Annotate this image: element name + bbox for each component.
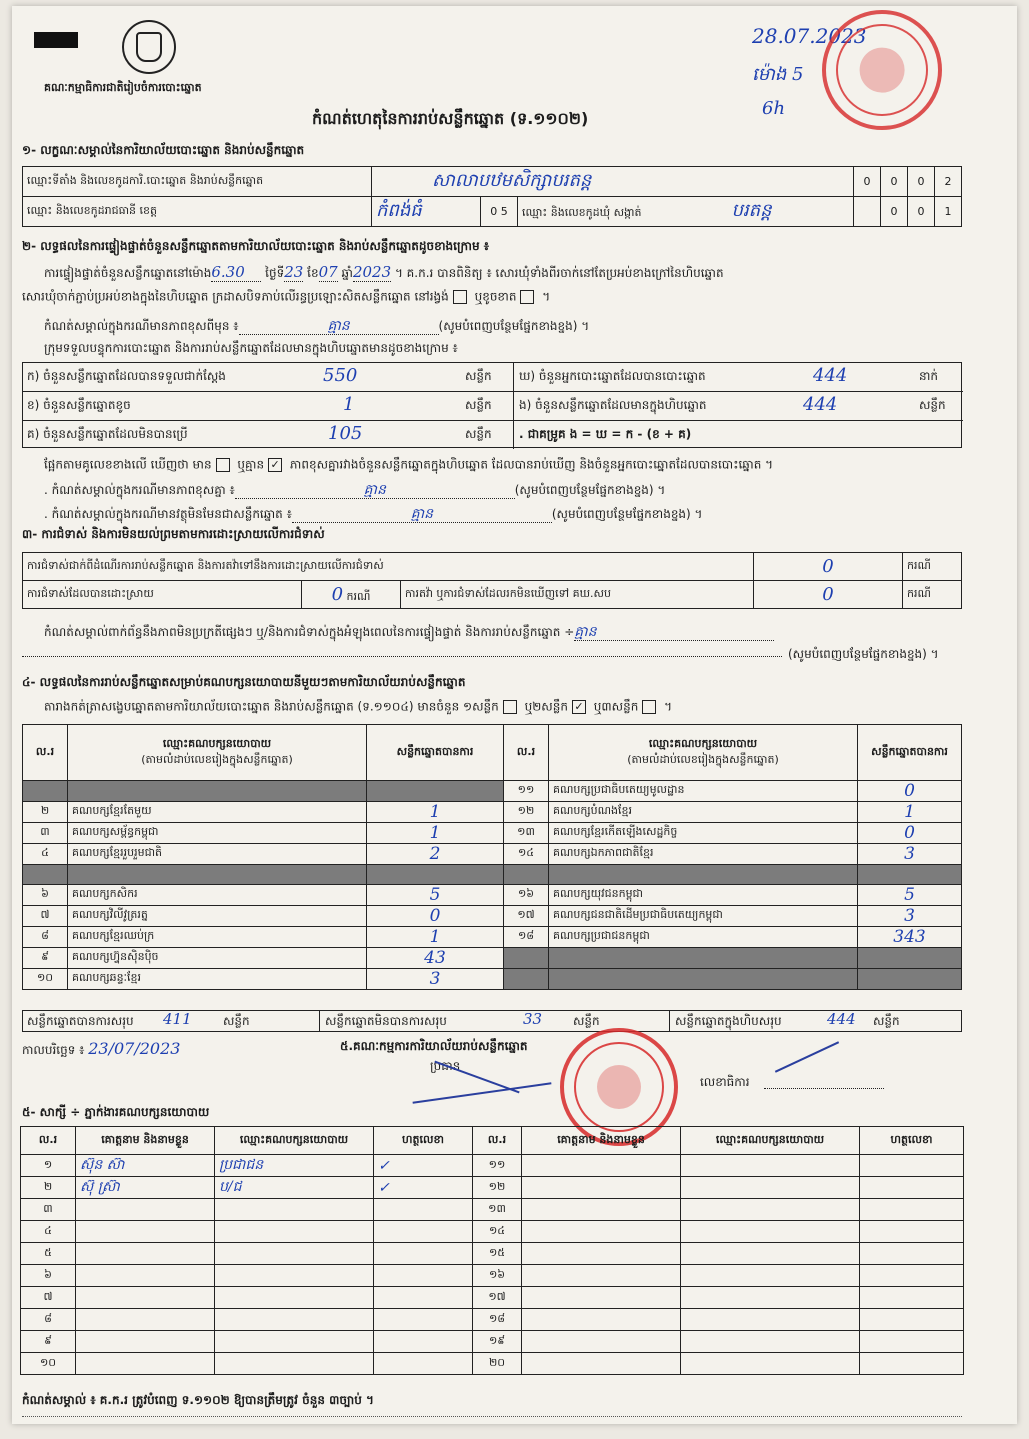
location-label: ឈ្មោះទីតាំង និងលេខកូដការិ.បោះឆ្នោត និងរាប់សន្លឹកឆ្នោត: [23, 167, 372, 197]
total-invalid-value: 33: [523, 1010, 543, 1028]
party-votes: 1: [904, 802, 915, 822]
unit-label: សន្លឹក: [465, 369, 492, 383]
compare-line: [44, 458, 773, 472]
diff-note-label: កំណត់សម្គាល់ក្នុងករណីមានភាពខុសពីមុន ៖: [44, 319, 239, 333]
unit-label: នាក់: [919, 369, 939, 383]
damaged-checkbox[interactable]: [520, 290, 534, 304]
note2-value: គ្មាន: [292, 506, 552, 523]
party-name: គណបក្សខ្មែរតែមួយ: [72, 804, 152, 817]
witness-row: [21, 1353, 964, 1375]
province-code-digit: 5: [500, 205, 508, 218]
section1-title: ១- លក្ខណៈសម្គាល់នៃការិយាល័យបោះឆ្នោត និងរាប់សន្លឹកឆ្នោត: [22, 143, 305, 157]
witness-empty-cell: [681, 1353, 860, 1375]
party-number: ៨: [41, 929, 49, 942]
commune-value: បរតន្ត: [731, 200, 772, 221]
witness-row: [21, 1309, 964, 1331]
commune-code-digit: 0: [908, 197, 935, 227]
party-results-table: [22, 724, 962, 990]
party-name: គណបក្សខ្មែររួបរួមជាតិ: [72, 846, 163, 859]
witness-empty-cell: [860, 1265, 964, 1287]
party-votes: 343: [893, 927, 926, 947]
witness-no: ១៤: [488, 1223, 506, 1237]
location-code-digit: 0: [854, 167, 881, 197]
witness-no: ៩: [44, 1333, 52, 1347]
witness-no: ១២: [488, 1179, 506, 1193]
objections-table: [22, 552, 962, 609]
party-name: គណបក្សយុវជនកម្ពុជា: [553, 887, 644, 900]
commune-code-digit: 0: [881, 197, 908, 227]
party-name: គណបក្សប្រជាជនកម្ពុជា: [553, 929, 650, 942]
party-number: ១៦: [517, 887, 535, 900]
verify-month-value: 07: [318, 263, 338, 281]
note1-label: . កំណត់សម្គាល់ក្នុងករណីមានភាពខុសគ្នា ៖: [44, 483, 235, 497]
party-row: [23, 906, 962, 927]
witness-empty-cell: [681, 1243, 860, 1265]
party-name: គណបក្សឆន្ទៈខ្មែរ: [72, 971, 141, 984]
unit-label: ករណី: [903, 553, 962, 581]
party-row: [23, 927, 962, 948]
receipt-extra: 6h: [762, 98, 786, 119]
party-number: ៩: [41, 950, 49, 963]
witness-row: [21, 1199, 964, 1221]
spoiled-label: ខ) ចំនួនសន្លឹកឆ្នោតខូច: [27, 398, 131, 412]
voters-label: ឃ) ចំនួនអ្នកបោះឆ្នោតដែលបានបោះឆ្នោត: [519, 369, 706, 383]
col-sig-header: ហត្ថលេខា: [860, 1127, 964, 1155]
location-value: សាលាបឋមសិក្សាបរតន្ត: [432, 170, 592, 191]
party-number: ១០: [36, 971, 54, 984]
verify-time-label: ការផ្ទៀងផ្ទាត់ចំនួនសន្លឹកឆ្នោតនៅម៉ោង: [44, 266, 212, 280]
witness-no: ១៣: [488, 1201, 506, 1215]
witness-party: ប/ជ: [219, 1179, 242, 1195]
party-name: គណបក្សហ្វ៊ុនស៊ិនប៉ិច: [72, 950, 159, 963]
count-intro: ក្រុមទទួលបន្ទុកការបោះឆ្នោត និងការរាប់សន្លឹកឆ្នោតដែលមានក្នុងហិបឆ្នោតមានដូចខាងក្រោម ៖: [44, 341, 458, 355]
witness-row: [21, 1243, 964, 1265]
diff-note-tail: (សូមបំពេញបន្ថែមផ្នែកខាងខ្នង) ។: [438, 319, 590, 333]
in-box-label: ង) ចំនួនសន្លឹកឆ្នោតដែលមានក្នុងហិបឆ្នោត: [519, 398, 707, 412]
party-name: គណបក្សបំណងខ្មែរ: [553, 804, 633, 817]
total-valid-label: សន្លឹកឆ្នោតបានការសរុប: [27, 1014, 134, 1028]
total-all-value: 444: [827, 1010, 856, 1028]
damaged-label: ឬខូចខាត: [474, 289, 517, 304]
unit-label: សន្លឹក: [223, 1014, 250, 1028]
verify-day-value: 23: [284, 263, 304, 281]
summary-sheet-line: តារាងកត់ត្រាសង្ខេបឆ្នោតតាមការិយាល័យបោះឆ្នោត និងរាប់សន្លឹកឆ្នោត (ទ.១១០៤) មានចំនួន ១សន្លឹក ឬ២សន្លឹក ✓ ឬ៣សន្លឹក ។: [44, 699, 673, 714]
section5-title: ៥- សាក្សី ÷ ភ្នាក់ងារគណបក្សនយោបាយ: [22, 1105, 210, 1119]
party-number: ៤: [41, 846, 49, 859]
note2-line: [44, 506, 702, 523]
unit-label: សន្លឹក: [919, 398, 946, 412]
witness-no: ១: [43, 1157, 53, 1171]
party-number: ២: [40, 804, 50, 817]
witness-name: ស៊ុន ស៊ា: [80, 1157, 125, 1173]
witness-row: [21, 1331, 964, 1353]
witness-no: ១៥: [488, 1245, 506, 1259]
verify-year-label: ឆ្នាំ: [341, 266, 353, 280]
diff-note-line: [44, 318, 589, 335]
irregularity-note: [44, 624, 774, 641]
count-box: [22, 362, 962, 448]
witness-row: [21, 1287, 964, 1309]
unit-label: ករណី: [346, 589, 371, 603]
seal-line: សោរឃុំចាក់ភ្ជាប់ប្រអប់ខាងក្នុងនៃហិបឆ្នោត ក្រដាសបិទភាប់លើរន្ធប្រឡោះសិតសន្លឹកឆ្នោត នៅរង្វង់ ឬខូចខាត ។: [22, 289, 551, 304]
witness-name: ស៊ុ ស្រ៊ា: [80, 1179, 120, 1195]
party-name: គណបក្សឯកភាពជាតិខ្មែរ: [553, 846, 654, 859]
witness-no: ២: [43, 1179, 53, 1193]
objections-value: 0: [822, 556, 834, 577]
witness-empty-cell: [681, 1287, 860, 1309]
verify-month-label: ខែ: [307, 266, 319, 280]
form-title: កំណត់ហេតុនៃការរាប់សន្លឹកឆ្នោត (ទ.១១០២): [312, 109, 589, 128]
section1-table: [22, 166, 962, 227]
redaction-bar: [34, 32, 78, 48]
location-code-digit: 0: [881, 167, 908, 197]
witness-no: ២០: [488, 1355, 506, 1369]
party-row: [23, 885, 962, 906]
witness-empty-cell: [860, 1331, 964, 1353]
province-code-digit: 0: [490, 205, 498, 218]
location-code-digit: 0: [908, 167, 935, 197]
dotted-line: [22, 656, 782, 657]
two-sheet-label: ឬ២សន្លឹក: [524, 699, 568, 714]
unit-label: សន្លឹក: [465, 398, 492, 412]
witness-empty-cell: [860, 1199, 964, 1221]
note1-line: [44, 482, 665, 499]
col-name-header: គោត្តនាម និងនាមខ្លួន: [522, 1127, 681, 1155]
col-party-header: ឈ្មោះគណបក្សនយោបាយ: [215, 1127, 374, 1155]
section3-title: ៣- ការជំទាស់ និងការមិនយល់ព្រមតាមការដោះស្រាយលើការជំទាស់: [22, 527, 325, 541]
unused-value: 105: [328, 423, 363, 444]
witness-no: ១៩: [488, 1333, 506, 1347]
voters-value: 444: [813, 365, 848, 386]
footer-note: កំណត់សម្គាល់ ៖ គ.ក.រ ត្រូវបំពេញ ទ.១១០២ ឱ្យបានត្រឹមត្រូវ ចំនួន ៣ច្បាប់ ។: [22, 1393, 374, 1407]
party-name: គណបក្សជនជាតិដើមប្រជាធិបតេយ្យកម្ពុជា: [553, 908, 723, 921]
org-name: គណៈកម្មាធិការជាតិរៀបចំការបោះឆ្នោត: [44, 81, 202, 94]
has-diff-checkbox[interactable]: [216, 458, 230, 472]
date-value: 23/07/2023: [88, 1039, 181, 1058]
witness-empty-cell: [681, 1199, 860, 1221]
party-votes: 1: [429, 823, 441, 843]
witness-no: ៥: [44, 1245, 52, 1259]
witness-no: ៣: [43, 1201, 53, 1215]
unit-label: សន្លឹក: [465, 427, 492, 441]
section4-title: ៤- លទ្ធផលនៃការរាប់សន្លឹកឆ្នោតសម្រាប់គណបក្សនយោបាយនីមួយៗតាមការិយាល័យរាប់សន្លឹកឆ្នោត: [22, 675, 466, 689]
witness-no: ១០: [39, 1355, 57, 1369]
note1-value: គ្មាន: [235, 482, 515, 499]
col-name-header: គោត្តនាម និងនាមខ្លួន: [76, 1127, 215, 1155]
party-row: [23, 802, 962, 823]
form-page: [12, 6, 1017, 1424]
party-votes: 5: [904, 885, 915, 905]
witness-empty-cell: [522, 1199, 681, 1221]
witness-empty-cell: [522, 1265, 681, 1287]
irregularity-tail: (សូមបំពេញបន្ថែមផ្នែកខាងខ្នង) ។: [788, 647, 939, 661]
witness-empty-cell: [860, 1243, 964, 1265]
witness-empty-cell: [860, 1287, 964, 1309]
witness-empty-cell: [860, 1221, 964, 1243]
province-value: កំពង់ធំ: [376, 200, 422, 221]
witness-empty-cell: [522, 1243, 681, 1265]
province-label: ឈ្មោះ និងលេខកូដរាជធានី ខេត្ត: [23, 197, 372, 227]
summary-sheet-label: តារាងកត់ត្រាសង្ខេបឆ្នោតតាមការិយាល័យបោះឆ្នោត និងរាប់សន្លឹកឆ្នោត (ទ.១១០៤) មានចំនួន ១សន្លឹក: [44, 699, 499, 714]
verify-year-value: 2023: [352, 263, 392, 281]
one-sheet-checkbox[interactable]: [503, 700, 517, 714]
witness-no: ៨: [44, 1311, 52, 1325]
party-row: [23, 969, 962, 990]
witness-empty-cell: [860, 1177, 964, 1199]
secretary-line: [764, 1088, 884, 1089]
party-name: គណបក្សវិលីវូត្ររត្ន: [72, 908, 148, 921]
unit-label: សន្លឹក: [873, 1014, 900, 1028]
party-row: [23, 948, 962, 969]
section2-title: ២- លទ្ធផលនៃការផ្ទៀងផ្ទាត់ចំនួនសន្លឹកឆ្នោតតាមការិយាល័យបោះឆ្នោត និងរាប់សន្លឹកឆ្នោតដូចខាងក្រោម ៖: [22, 239, 490, 253]
seal-text: សោរឃុំចាក់ភ្ជាប់ប្រអប់ខាងក្នុងនៃហិបឆ្នោត ក្រដាសបិទភាប់លើរន្ធប្រឡោះសិតសន្លឹកឆ្នោត នៅរង្វង់: [22, 289, 449, 304]
total-all-label: សន្លឹកឆ្នោតក្នុងហិបសរុប: [675, 1014, 782, 1028]
party-votes: 0: [904, 823, 915, 843]
formula: . ជាគម្រូគ ង = ឃ = ក - (ខ + គ): [519, 427, 692, 441]
escalated-label: ការតវ៉ា ឬការជំទាស់ដែលរកមិនឃើញទៅ គឃ.សប: [401, 581, 754, 609]
witness-no: ៤: [44, 1223, 52, 1237]
party-number: ១២: [517, 804, 535, 817]
note1-tail: (សូមបំពេញបន្ថែមផ្នែកខាងខ្នង) ។: [514, 483, 666, 497]
unit-label: សន្លឹក: [573, 1014, 600, 1028]
witness-empty-cell: [681, 1177, 860, 1199]
witness-row: [21, 1265, 964, 1287]
committee-label: ៥.គណៈកម្មការការិយាល័យរាប់សន្លឹកឆ្នោត: [340, 1039, 528, 1053]
three-sheet-checkbox[interactable]: [642, 700, 656, 714]
col-party-header: ឈ្មោះគណបក្សនយោបាយ: [162, 736, 272, 750]
party-row: [23, 781, 962, 802]
col-no-header: ល.រ: [504, 725, 549, 781]
party-votes: 2: [429, 844, 441, 864]
party-name: គណបក្សសម្ព័ន្ធកម្ពុជា: [72, 825, 159, 838]
spoiled-value: 1: [343, 394, 355, 415]
witness-empty-cell: [681, 1221, 860, 1243]
witness-no: ១១: [488, 1157, 506, 1171]
date-label: កាលបរិច្ឆេទ ៖: [22, 1043, 85, 1057]
footer-line: [22, 1416, 962, 1417]
intact-checkbox[interactable]: [453, 290, 467, 304]
receipt-date: 28.07.2023: [752, 24, 867, 48]
witness-empty-cell: [681, 1265, 860, 1287]
party-number: ៦: [41, 887, 49, 900]
col-party-subheader: (តាមលំដាប់លេខរៀងក្នុងសន្លឹកឆ្នោត): [141, 752, 293, 766]
party-votes: 1: [429, 927, 441, 947]
witness-sig: ✓: [378, 1157, 390, 1174]
witness-empty-cell: [522, 1177, 681, 1199]
received-label: ក) ចំនួនសន្លឹកឆ្នោតដែលបានទទួលជាក់ស្តែង: [27, 369, 226, 383]
compare-tail: ភាពខុសគ្នារវាងចំនួនសន្លឹកឆ្នោតក្នុងហិបឆ្នោត ដែលបានរាប់ឃើញ និងចំនួនអ្នកបោះឆ្នោតដែលបានបោះឆ្នោត ។: [289, 457, 774, 472]
party-number: ៣: [40, 825, 50, 838]
witness-party: ប្រជាជន: [219, 1157, 264, 1173]
col-votes-header: សន្លឹកឆ្នោតបានការ: [367, 725, 504, 781]
witness-empty-cell: [522, 1155, 681, 1177]
two-sheet-checkbox[interactable]: ✓: [572, 700, 586, 714]
verify-time-value: 6.30: [211, 264, 261, 282]
secretary-signature: [775, 1041, 839, 1072]
received-value: 550: [323, 365, 358, 386]
witness-empty-cell: [681, 1331, 860, 1353]
witness-empty-cell: [860, 1309, 964, 1331]
witness-empty-cell: [522, 1221, 681, 1243]
witness-no: ១៧: [488, 1289, 506, 1303]
chair-label: ប្រធាន: [430, 1059, 461, 1073]
verify-locks-text: ។ គ.ក.រ បានពិនិត្យ ៖ សោរឃុំទាំងពីរចាក់នៅតែប្រអប់ខាងក្រៅនៃហិបឆ្នោត: [394, 266, 724, 280]
witness-empty-cell: [860, 1353, 964, 1375]
witness-empty-cell: [522, 1331, 681, 1353]
irregularity-label: កំណត់សម្គាល់ពាក់ព័ន្ធនឹងភាពមិនប្រក្រតីផ្សេងៗ ឬ/និងការជំទាស់ក្នុងអំឡុងពេលនៃការផ្ទៀងផ្ទាត់ និងការរាប់សន្លឹកឆ្នោត ÷: [44, 625, 575, 639]
party-number: ១៣: [517, 825, 535, 838]
location-code-digit: 2: [935, 167, 962, 197]
col-party-header: ឈ្មោះគណបក្សនយោបាយ: [681, 1127, 860, 1155]
witness-empty-cell: [860, 1155, 964, 1177]
three-sheet-label: ឬ៣សន្លឹក: [593, 699, 639, 714]
chair-signature: [413, 1082, 552, 1103]
witness-sig: ✓: [378, 1179, 390, 1196]
party-name: គណបក្សប្រជាធិបតេយ្យមូលដ្ឋាន: [553, 783, 685, 796]
col-party-header: ឈ្មោះគណបក្សនយោបាយ: [648, 736, 758, 750]
party-votes: 0: [429, 906, 441, 926]
receipt-time: ម៉ោង 5: [752, 64, 804, 85]
in-box-value: 444: [803, 394, 838, 415]
total-invalid-label: សន្លឹកឆ្នោតមិនបានការសរុប: [325, 1014, 447, 1028]
no-diff-label: ឬគ្មាន: [237, 457, 265, 472]
secretary-label: លេខាធិការ: [700, 1075, 750, 1089]
party-votes: 3: [429, 969, 441, 989]
party-votes: 43: [424, 948, 446, 968]
party-number: ១៤: [517, 846, 535, 859]
witness-no: ១៦: [488, 1267, 506, 1281]
verification-line: [44, 264, 724, 282]
col-votes-header: សន្លឹកឆ្នោតបានការ: [858, 725, 962, 781]
witness-row: [21, 1177, 964, 1199]
witness-row: [21, 1155, 964, 1177]
witness-empty-cell: [522, 1353, 681, 1375]
resolved-value: 0: [331, 583, 344, 605]
witness-empty-cell: [681, 1155, 860, 1177]
diff-note-value: គ្មាន: [239, 318, 439, 335]
compare-label: ផ្អែកតាមគូលេខខាងលើ ឃើញថា មាន: [44, 457, 212, 472]
party-name: គណបក្សកសិករ: [72, 887, 138, 900]
unit-label: ករណី: [903, 581, 962, 609]
party-votes: 1: [429, 802, 441, 822]
totals-row: [22, 1010, 962, 1032]
date-line: [22, 1040, 180, 1058]
party-name: គណបក្សខ្មែរឈប់ក្រ: [72, 929, 155, 942]
total-valid-value: 411: [163, 1010, 192, 1028]
party-votes: 3: [904, 906, 915, 926]
col-no-header: ល.រ: [473, 1127, 522, 1155]
witness-empty-cell: [522, 1287, 681, 1309]
escalated-value: 0: [822, 584, 834, 605]
party-number: ១១: [517, 783, 535, 796]
official-stamp-top: [822, 10, 942, 130]
party-row: [23, 865, 962, 885]
party-votes: 0: [904, 781, 915, 801]
witness-empty-cell: [681, 1309, 860, 1331]
party-number: ១៧: [517, 908, 535, 921]
chair-signature-stroke: [434, 1061, 519, 1094]
verify-day-label: ថ្ងៃទី: [265, 266, 285, 280]
note2-tail: (សូមបំពេញបន្ថែមផ្នែកខាងខ្នង) ។: [551, 507, 703, 521]
party-row: [23, 823, 962, 844]
party-votes: 3: [904, 844, 915, 864]
unused-label: គ) ចំនួនសន្លឹកឆ្នោតដែលមិនបានប្រើ: [27, 427, 188, 441]
objections-label: ការជំទាស់ជាក់ពីដំណើរការរាប់សន្លឹកឆ្នោត និងការតវ៉ាទៅនឹងការដោះស្រាយលើការជំទាស់: [23, 553, 754, 581]
no-diff-checkbox[interactable]: ✓: [268, 458, 282, 472]
party-name: គណបក្សខ្មែរកើតឡើងសេដ្ឋកិច្ច: [553, 825, 678, 838]
note2-label: . កំណត់សម្គាល់ក្នុងករណីមានវត្ថុមិនមែនជាសន្លឹកឆ្នោត ៖: [44, 507, 292, 521]
party-votes: 5: [429, 885, 441, 905]
col-sig-header: ហត្ថលេខា: [374, 1127, 473, 1155]
witness-table: [20, 1126, 964, 1375]
witness-row: [21, 1221, 964, 1243]
col-party-subheader: (តាមលំដាប់លេខរៀងក្នុងសន្លឹកឆ្នោត): [627, 752, 779, 766]
resolved-label: ការជំទាស់ដែលបានដោះស្រាយ: [23, 581, 302, 609]
col-no-header: ល.រ: [21, 1127, 76, 1155]
witness-no: ១៨: [488, 1311, 506, 1325]
emblem-icon: [122, 20, 176, 74]
col-no-header: ល.រ: [23, 725, 68, 781]
witness-no: ៦: [44, 1267, 52, 1281]
party-row: [23, 844, 962, 865]
commune-label: ឈ្មោះ និងលេខកូដឃុំ សង្កាត់: [522, 206, 642, 219]
witness-no: ៧: [43, 1289, 53, 1303]
witness-empty-cell: [522, 1309, 681, 1331]
party-number: ៧: [40, 908, 50, 921]
party-number: ១៨: [517, 929, 535, 942]
commune-code-digit: 1: [935, 197, 962, 227]
irregularity-value: គ្មាន: [574, 624, 774, 641]
